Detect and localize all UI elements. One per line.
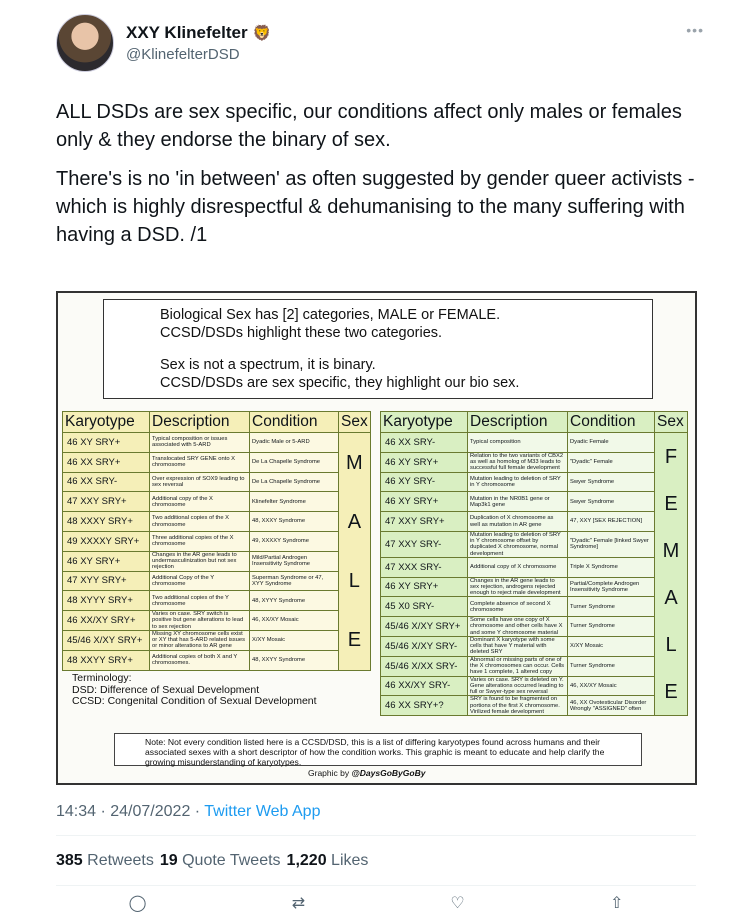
condition-cell: Swyer Syndrome [568,472,655,492]
reply-icon[interactable]: ◯ [128,895,147,912]
tweet-meta [56,803,320,821]
table-row [381,676,688,696]
condition-cell: De La Chapelle Syndrome [250,472,339,492]
sex-letter: E [664,492,678,515]
intro-line: CCSD/DSDs highlight these two categories. [160,325,443,341]
description-cell: Additional copy of the X chromosome [150,492,250,512]
sex-letter: E [347,628,362,651]
condition-cell: 46, XX/XY Mosaic [568,676,655,696]
description-cell: Changes in the AR gene leads to undermasculinization but not sex rejection [150,551,250,571]
tweet-text [56,98,696,260]
credit-handle: @DaysGoByGoBy [351,768,426,778]
quotes-count: 19 [159,852,178,869]
description-cell: Over expression of SOX9 leading to sex reversal [150,472,250,492]
condition-cell: 48, XXXY Syndrome [250,512,339,532]
graphic-note: Note: Not every condition listed here is a CCSD/DSD, this is a list of differing karyotypes found across humans and their associated sexes with a short descriptor of how the condition works. This graphic is meant to educate and help clarify the growing misunderstanding of karyotypes. [114,733,642,766]
description-cell: Typical composition [468,433,568,453]
karyotype-cell: 47 XXY SRY+ [63,492,150,512]
likes-stat[interactable] [287,852,369,870]
sex-letter: M [346,451,363,474]
table-row [381,696,688,716]
karyotype-cell: 46 XY SRY+ [381,577,468,597]
table-row [381,531,688,557]
karyotype-cell: 48 XYYY SRY+ [63,591,150,611]
retweets-stat[interactable] [56,852,154,870]
karyotype-cell: 49 XXXXY SRY+ [63,531,150,551]
description-cell: Typical composition or issues associated with 5-ARD [150,433,250,453]
condition-cell: 49, XXXXY Syndrome [250,531,339,551]
description-cell: Abnormal or missing parts of one of the X chromosomes can occur. Cells have 1 complete, 1 altered copy [468,656,568,676]
tweet-stats [56,852,368,870]
condition-cell: 48, XXYY Syndrome [250,650,339,670]
karyotype-cell: 46 XX/XY SRY+ [63,611,150,631]
karyotype-cell: 46 XX/XY SRY- [381,676,468,696]
karyotype-cell: 46 XX SRY+? [381,696,468,716]
karyotype-cell: 47 XYY SRY+ [63,571,150,591]
description-cell: Relation to the two variants of CBX2 as well as homolog of M33 leads to successful full female development [468,452,568,472]
condition-cell: Klinefelter Syndrome [250,492,339,512]
condition-cell: Turner Syndrome [568,656,655,676]
table-row [381,656,688,676]
table-row [63,591,371,611]
header-description: Description [468,412,568,433]
condition-cell: Superman Syndrome or 47, XYY Syndrome [250,571,339,591]
description-cell: Complete absence of second X chromosome [468,597,568,617]
description-cell: Varies on case. SRY switch is positive but gene alterations to lead to sex rejection [150,611,250,631]
karyotype-cell: 45/46 X/XX SRY- [381,656,468,676]
description-cell: Missing XY chromosome cells exist or XY that has 5-ARD related issues or minor alterations to AR gene [150,630,250,650]
description-cell: Mutation in the NR0B1 gene or Map3k1 gene [468,492,568,512]
avatar[interactable] [56,14,114,72]
male-karyotype-table [62,411,371,671]
tweet-paragraph-1: ALL DSDs are sex specific, our conditions affect only males or females only & they endorse the binary of sex. [56,101,682,151]
karyotype-cell: 46 XX SRY- [381,433,468,453]
header-condition: Condition [250,412,339,433]
author-handle[interactable]: @KlinefelterDSD [126,46,240,63]
author-names [126,23,271,63]
table-row [63,492,371,512]
likes-label: Likes [331,852,369,869]
table-row [381,557,688,577]
attached-image[interactable] [56,291,697,785]
header-condition: Condition [568,412,655,433]
karyotype-cell: 46 XY SRY- [381,472,468,492]
karyotype-cell: 46 XY SRY+ [63,433,150,453]
intro-line: Sex is not a spectrum, it is binary. [160,357,376,373]
condition-cell: Mild/Partial Androgen Insensitivity Syndrome [250,551,339,571]
share-icon[interactable]: ⇧ [609,895,624,912]
sex-letter: E [664,680,678,703]
table-row [381,577,688,597]
condition-cell: Turner Syndrome [568,597,655,617]
graphic-credit [308,768,425,778]
description-cell: Two additional copies of the X chromosome [150,512,250,532]
display-name-text[interactable]: XXY Klinefelter [126,23,248,42]
condition-cell: 46, XX Ovotesticular Disorder Wrongly "ASSIGNED" often [568,696,655,716]
intro-line: CCSD/DSDs are sex specific, they highlight our bio sex. [160,375,520,391]
description-cell: Dominant X karyotype with some cells that have Y material with deleted SRY [468,636,568,656]
table-row [381,492,688,512]
header-sex: Sex [655,412,688,433]
condition-cell: Triple X Syndrome [568,557,655,577]
description-cell: Three additional copies of the X chromosome [150,531,250,551]
condition-cell: X/XY Mosaic [250,630,339,650]
description-cell: Some cells have one copy of X chromosome and other cells have X and some Y chromosome material [468,617,568,637]
header-karyotype: Karyotype [381,412,468,433]
description-cell: Varies on case. SRY is deleted on Y. Gene alterations occurred leading to full or Swyer-type sex reversal [468,676,568,696]
action-bar [56,893,696,913]
table-row [381,636,688,656]
sex-letter: M [662,539,680,562]
terminology-line: CCSD: Congenital Condition of Sexual Development [72,695,317,707]
karyotype-cell: 45/46 X/XY SRY+ [381,617,468,637]
condition-cell: Swyer Syndrome [568,492,655,512]
condition-cell: 46, XX/XY Mosaic [250,611,339,631]
sex-letter: L [348,569,360,592]
table-row [63,452,371,472]
condition-cell: 47, XXY [SEX REJECTION] [568,512,655,532]
sex-letter: L [665,633,677,656]
table-row [381,452,688,472]
table-row [63,611,371,631]
retweet-icon[interactable]: ⇄ [291,895,306,912]
tweet-paragraph-2: There's is no 'in between' as often suggested by gender queer activists - which is highly disrespectful & dehumanising to the many suffering with having a DSD. /1 [56,168,695,246]
karyotype-cell: 46 XX SRY+ [63,452,150,472]
karyotype-cell: 47 XXY SRY- [381,531,468,557]
table-row [381,433,688,453]
description-cell: Mutation leading to deletion of SRY in Y chromosome [468,472,568,492]
description-cell: Additional copies of both X and Y chromosomes. [150,650,250,670]
header-description: Description [150,412,250,433]
retweets-count: 385 [56,852,83,869]
description-cell: Additional copy of X chromosome [468,557,568,577]
terminology [72,673,317,708]
table-row [63,650,371,670]
karyotype-cell: 45/46 X/XY SRY- [381,636,468,656]
sex-column [655,433,688,716]
karyotype-cell: 46 XY SRY+ [381,452,468,472]
description-cell: Two additional copies of the Y chromosome [150,591,250,611]
condition-cell: "Dyadic" Female [568,452,655,472]
karyotype-cell: 45 X0 SRY- [381,597,468,617]
header-karyotype: Karyotype [63,412,150,433]
like-icon[interactable]: ♡ [450,895,465,912]
description-cell: Duplication of X chromosome as well as mutation in AR gene [468,512,568,532]
description-cell: Mutation leading to deletion of SRY in Y chromosome offset by duplicated X chromosome, normal development [468,531,568,557]
table-row [63,630,371,650]
lion-emoji-icon: 🦁 [252,25,272,42]
divider [56,835,696,836]
karyotype-cell: 45/46 X/XY SRY+ [63,630,150,650]
table-row [381,617,688,637]
display-name[interactable] [126,23,271,43]
condition-cell: Dyadic Male or 5-ARD [250,433,339,453]
description-cell: SRY is found to be fragmented on portions of the first X chromosome. Virilized female development [468,696,568,716]
terminology-line: DSD: Difference of Sexual Development [72,683,260,696]
table-row [381,512,688,532]
karyotype-cell: 48 XXXY SRY+ [63,512,150,532]
karyotype-cell: 47 XXY SRY+ [381,512,468,532]
tweet-header [56,14,271,72]
table-row [63,551,371,571]
retweets-label: Retweets [87,852,154,869]
header-sex: Sex [339,412,371,433]
source-link[interactable]: Twitter Web App [204,803,321,820]
table-row [381,597,688,617]
karyotype-cell: 46 XY SRY+ [63,551,150,571]
sex-letter: A [347,510,362,533]
more-icon[interactable]: ••• [686,22,704,38]
divider [56,885,696,886]
description-cell: Additional Copy of the Y chromosome [150,571,250,591]
table-row [63,531,371,551]
karyotype-cell: 47 XXX SRY- [381,557,468,577]
description-cell: Changes in the AR gene leads to sex rejection, androgens rejected enough to reject male development [468,577,568,597]
table-row [63,433,371,453]
condition-cell: Turner Syndrome [568,617,655,637]
sex-column [339,433,371,671]
table-row [63,472,371,492]
sex-letter: A [664,586,678,609]
condition-cell: Partial/Complete Androgen Insensitivity Syndrome [568,577,655,597]
condition-cell: X/XY Mosaic [568,636,655,656]
terminology-line: Terminology: [72,672,132,684]
condition-cell: 48, XYYY Syndrome [250,591,339,611]
karyotype-cell: 46 XY SRY+ [381,492,468,512]
karyotype-cell: 46 XX SRY- [63,472,150,492]
table-row [63,571,371,591]
condition-cell: "Dyadic" Female [linked Swyer Syndrome] [568,531,655,557]
karyotype-cell: 48 XXYY SRY+ [63,650,150,670]
sex-letter: F [664,445,678,468]
condition-cell: Dyadic Female [568,433,655,453]
female-karyotype-table [380,411,688,716]
quotes-stat[interactable] [160,852,281,870]
likes-count: 1,220 [286,852,327,869]
condition-cell: De La Chapelle Syndrome [250,452,339,472]
graphic-intro [103,299,653,399]
intro-line: Biological Sex has [2] categories, MALE or FEMALE. [160,307,501,323]
tweet-timestamp[interactable]: 14:34 · 24/07/2022 · [56,803,201,820]
table-row [63,512,371,532]
table-row [381,472,688,492]
quotes-label: Quote Tweets [182,852,281,869]
credit-prefix: Graphic by [308,768,350,778]
description-cell: Translocated SRY GENE onto X chromosome [150,452,250,472]
